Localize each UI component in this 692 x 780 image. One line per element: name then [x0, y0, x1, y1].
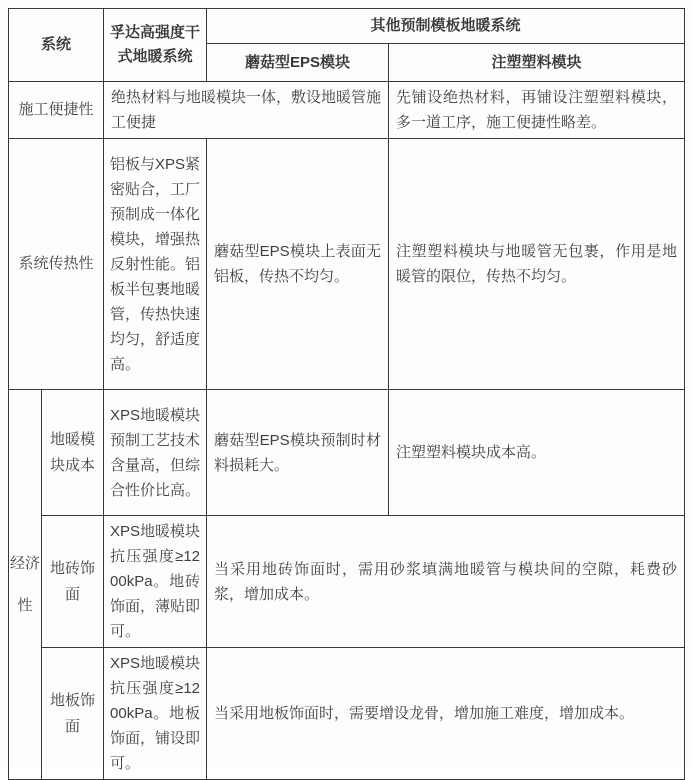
cell-tile-fuda: XPS地暖模块抗压强度≥1200kPa。地砖饰面，薄贴即可。	[104, 516, 207, 648]
cell-cost-plastic: 注塑塑料模块成本高。	[389, 390, 685, 516]
cell-floor-fuda: XPS地暖模块抗压强度≥1200kPa。地板饰面，铺设即可。	[104, 648, 207, 780]
row-label-construction-convenience: 施工便捷性	[9, 82, 104, 139]
table-row	[9, 648, 685, 780]
header-cell-system: 系统	[9, 9, 104, 82]
table-row	[9, 390, 685, 516]
table-row	[9, 516, 685, 648]
header-cell-other-systems: 其他预制模板地暖系统	[207, 9, 685, 44]
row-label-module-cost: 地暖模块成本	[42, 390, 104, 516]
cell-cost-fuda: XPS地暖模块预制工艺技术含量高，但综合性价比高。	[104, 390, 207, 516]
table-row	[9, 139, 685, 390]
row-label-heat-transfer: 系统传热性	[9, 139, 104, 390]
row-label-floor-finish: 地板饰面	[42, 648, 104, 780]
cell-floor-other: 当采用地板饰面时，需要增设龙骨，增加施工难度，增加成本。	[207, 648, 685, 780]
row-label-economy: 经济性	[9, 390, 42, 780]
comparison-table	[8, 8, 685, 780]
cell-tile-other: 当采用地砖饰面时，需用砂浆填满地暖管与模块间的空隙，耗费砂浆，增加成本。	[207, 516, 685, 648]
table-row	[9, 82, 685, 139]
row-label-tile-finish: 地砖饰面	[42, 516, 104, 648]
header-cell-eps-module: 蘑菇型EPS模块	[207, 44, 389, 82]
cell-heat-eps: 蘑菇型EPS模块上表面无铝板，传热不均匀。	[207, 139, 389, 390]
cell-cost-eps: 蘑菇型EPS模块预制时材料损耗大。	[207, 390, 389, 516]
cell-construction-fuda: 绝热材料与地暖模块一体，敷设地暖管施工便捷	[104, 82, 389, 139]
cell-heat-fuda: 铝板与XPS紧密贴合，工厂预制成一体化模块，增强热反射性能。铝板半包裹地暖管，传热快速均匀，舒适度高。	[104, 139, 207, 390]
cell-construction-other: 先铺设绝热材料，再铺设注塑塑料模块，多一道工序，施工便捷性略差。	[389, 82, 685, 139]
header-cell-plastic-module: 注塑塑料模块	[389, 44, 685, 82]
header-cell-fuda-system: 孚达高强度干式地暖系统	[104, 9, 207, 82]
cell-heat-plastic: 注塑塑料模块与地暖管无包裹，作用是地暖管的限位，传热不均匀。	[389, 139, 685, 390]
